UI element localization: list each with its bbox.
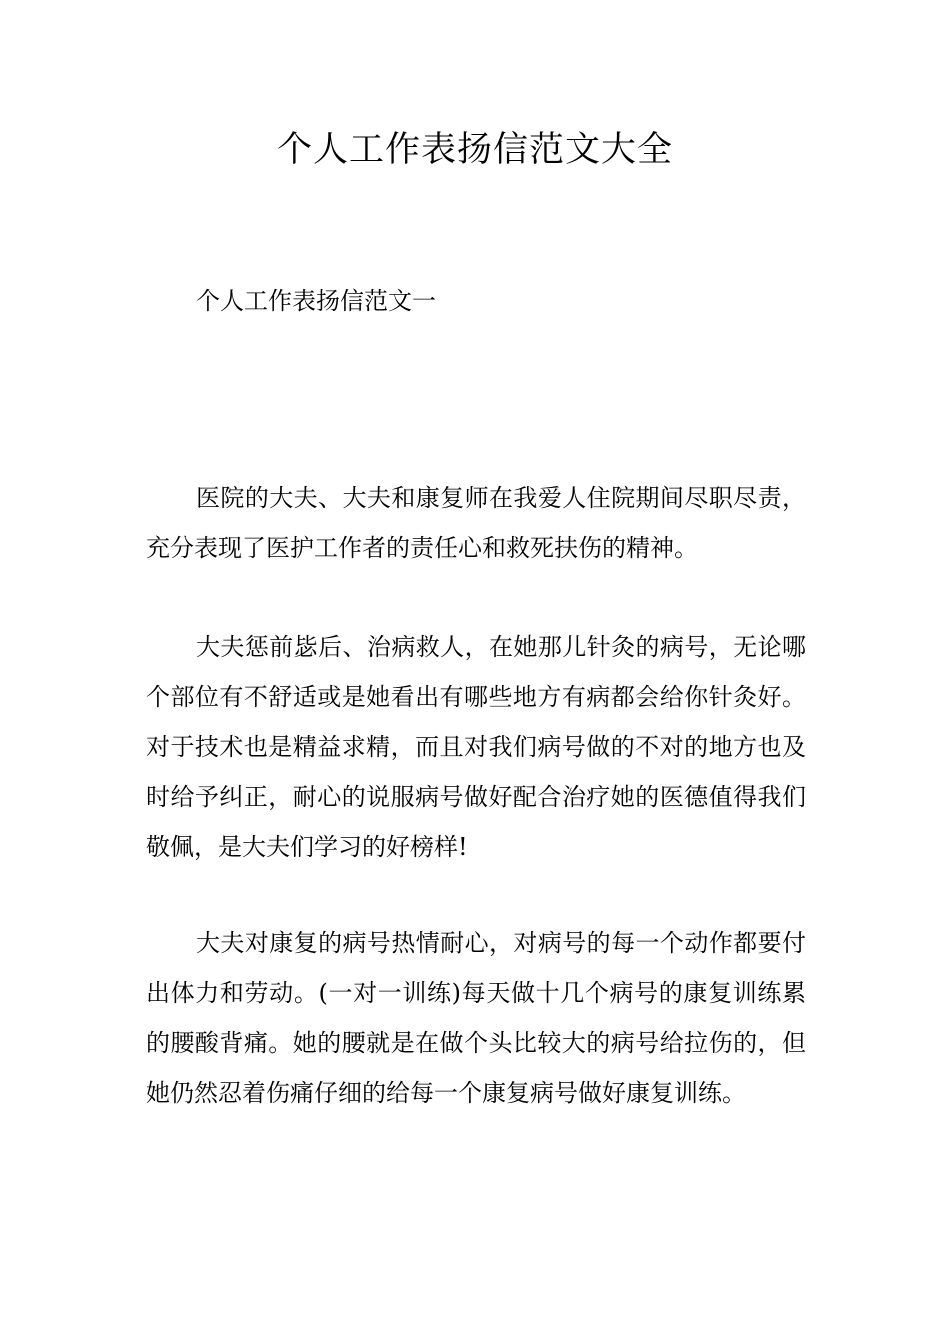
page-title: 个人工作表扬信范文大全: [276, 130, 673, 170]
paragraph-2: 大夫惩前毖后、治病救人，在她那儿针灸的病号，无论哪个部位有不舒适或是她看出有哪些地方有病都会给你针灸好。对于技术也是精益求精，而且对我们病号做的不对的地方也及时给予纠正，耐心的说服病号做好配合治疗她的医德值得我们敬佩，是大夫们学习的好榜样!: [146, 633, 806, 861]
paragraph-1: 医院的大夫、大夫和康复师在我爱人住院期间尽职尽责，充分表现了医护工作者的责任心和救死扶伤的精神。: [146, 484, 806, 562]
paragraph-3: 大夫对康复的病号热情耐心，对病号的每一个动作都要付出体力和劳动。(一对一训练)每天做十几个病号的康复训练累的腰酸背痛。她的腰就是在做个头比较大的病号给拉伤的，但她仍然忍着伤痛仔细的给每一个康复病号做好康复训练。: [146, 929, 806, 1107]
section-heading: 个人工作表扬信范文一: [196, 287, 436, 315]
